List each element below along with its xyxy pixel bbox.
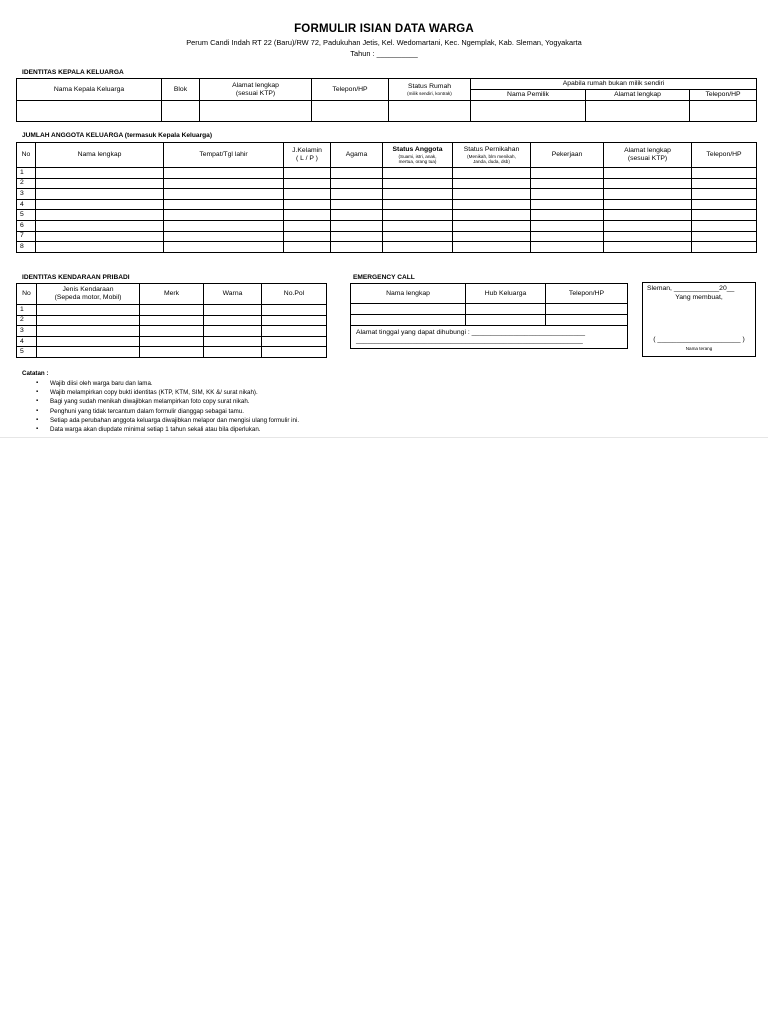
col-head-address	[200, 79, 312, 101]
vehicles-cell[interactable]	[204, 326, 262, 337]
signature-name-line[interactable]: ( ______________________ )	[653, 336, 745, 343]
signature-maker: Yang membuat,	[675, 294, 723, 301]
members-cell[interactable]	[36, 231, 164, 242]
head-of-family-entry-row	[17, 101, 757, 122]
signature-name-caption: Nama terang	[685, 346, 713, 351]
members-cell[interactable]	[284, 231, 331, 242]
members-cell[interactable]	[604, 210, 692, 221]
vehicles-row-number: 5	[17, 347, 37, 358]
col-member-address-line2: (sesuai KTP)	[627, 155, 668, 162]
members-row-number: 5	[17, 210, 36, 221]
members-cell[interactable]	[692, 178, 757, 189]
section-head-of-family-title: IDENTITAS KEPALA KELUARGA	[22, 69, 124, 76]
members-cell[interactable]	[531, 199, 604, 210]
members-row	[17, 168, 757, 179]
members-cell[interactable]	[284, 220, 331, 231]
col-vehicle-plate: No.Pol	[262, 284, 327, 305]
notes-list	[22, 379, 299, 434]
members-cell[interactable]	[692, 168, 757, 179]
note-item: ▪ Setiap ada perubahan anggota keluarga diwajibkan melapor dan mengisi ulang formulir ini.	[50, 416, 299, 425]
form-title: FORMULIR ISIAN DATA WARGA	[294, 23, 474, 35]
members-cell[interactable]	[604, 189, 692, 200]
members-cell[interactable]	[692, 231, 757, 242]
form-subtitle: Perum Candi Indah RT 22 (Baru)/RW 72, Padukuhan Jetis, Kel. Wedomartani, Kec. Ngemplak, Kab. Sleman, Yogyakarta	[186, 38, 582, 47]
signature-place-date: Sleman, ____________20__	[647, 285, 735, 292]
members-cell[interactable]	[331, 168, 383, 179]
members-table	[16, 142, 757, 253]
vehicles-row	[17, 336, 327, 347]
emergency-header-row	[351, 284, 628, 304]
col-member-gender-line1: J.Kelamin	[292, 147, 322, 154]
members-cell[interactable]	[164, 189, 284, 200]
vehicles-row-number: 4	[17, 336, 37, 347]
members-cell[interactable]	[383, 178, 453, 189]
vehicles-row-number: 1	[17, 305, 37, 316]
vehicles-cell[interactable]	[140, 315, 204, 326]
col-member-no: No	[17, 143, 36, 168]
members-cell[interactable]	[604, 242, 692, 253]
members-row-number: 2	[17, 178, 36, 189]
members-cell[interactable]	[692, 242, 757, 253]
members-header-row	[17, 143, 757, 168]
members-cell[interactable]	[331, 220, 383, 231]
field-owner-phone[interactable]	[690, 101, 757, 122]
note-item: ▪ Bagi yang sudah menikah diwajibkan melampirkan foto copy surat nikah.	[50, 397, 299, 406]
section-vehicles-title: IDENTITAS KENDARAAN PRIBADI	[22, 274, 130, 281]
col-member-status-note1: (Suami, istri, anak,	[398, 154, 437, 159]
head-of-family-table	[16, 78, 757, 122]
vehicles-row	[17, 347, 327, 358]
vehicles-cell[interactable]	[204, 336, 262, 347]
members-row	[17, 210, 757, 221]
note-item: ▪ Data warga akan diupdate minimal setiap 1 tahun sekali atau bila diperlukan.	[50, 425, 299, 434]
members-cell[interactable]	[284, 210, 331, 221]
col-member-birth: Tempat/Tgl lahir	[164, 143, 284, 168]
members-row	[17, 242, 757, 253]
members-rows	[17, 168, 757, 253]
members-cell[interactable]	[604, 168, 692, 179]
members-cell[interactable]	[531, 178, 604, 189]
members-cell[interactable]	[531, 168, 604, 179]
vehicles-row	[17, 315, 327, 326]
vehicles-cell[interactable]	[204, 347, 262, 358]
col-member-address	[604, 143, 692, 168]
vehicles-cell[interactable]	[37, 326, 140, 337]
emergency-address-line2: ____________________________________________________________	[356, 337, 583, 344]
signature-box	[642, 282, 756, 357]
col-head-phone: Telepon/HP	[312, 79, 389, 101]
vehicles-cell[interactable]	[37, 305, 140, 316]
note-item: ▪ Penghuni yang tidak tercantum dalam formulir dianggap sebagai tamu.	[50, 407, 299, 416]
col-owner-address: Alamat lengkap	[586, 90, 690, 101]
members-cell[interactable]	[531, 242, 604, 253]
col-head-address-line1: Alamat lengkap	[232, 81, 279, 89]
members-cell[interactable]	[453, 199, 531, 210]
field-head-phone[interactable]	[312, 101, 389, 122]
members-cell[interactable]	[164, 168, 284, 179]
members-cell[interactable]	[383, 168, 453, 179]
col-member-marital	[453, 143, 531, 168]
emergency-entry-row	[351, 315, 628, 326]
members-cell[interactable]	[284, 178, 331, 189]
col-member-address-line1: Alamat lengkap	[624, 147, 671, 154]
field-owner-name[interactable]	[471, 101, 586, 122]
members-cell[interactable]	[383, 220, 453, 231]
members-cell[interactable]	[383, 242, 453, 253]
members-row-number: 6	[17, 220, 36, 231]
members-cell[interactable]	[383, 199, 453, 210]
field-emergency-address[interactable]	[351, 326, 628, 349]
members-cell[interactable]	[331, 178, 383, 189]
col-owner-phone: Telepon/HP	[690, 90, 757, 101]
members-row	[17, 199, 757, 210]
col-member-fullname: Nama lengkap	[36, 143, 164, 168]
field-head-address[interactable]	[200, 101, 312, 122]
members-cell[interactable]	[164, 220, 284, 231]
members-cell[interactable]	[331, 189, 383, 200]
members-cell[interactable]	[383, 189, 453, 200]
field-head-block[interactable]	[162, 101, 200, 122]
field-emergency-name-1[interactable]	[351, 304, 466, 315]
members-cell[interactable]	[453, 231, 531, 242]
members-cell[interactable]	[531, 231, 604, 242]
col-member-status	[383, 143, 453, 168]
col-house-status-note: (milik sendiri, kontrak)	[407, 91, 452, 96]
emergency-entry-row	[351, 304, 628, 315]
members-cell[interactable]	[604, 178, 692, 189]
field-emergency-phone-1[interactable]	[546, 304, 628, 315]
vehicles-row	[17, 326, 327, 337]
members-cell[interactable]	[692, 220, 757, 231]
col-member-religion: Agama	[331, 143, 383, 168]
members-cell[interactable]	[453, 210, 531, 221]
members-cell[interactable]	[453, 168, 531, 179]
members-cell[interactable]	[284, 242, 331, 253]
members-cell[interactable]	[36, 199, 164, 210]
vehicles-row-number: 2	[17, 315, 37, 326]
members-row	[17, 220, 757, 231]
members-cell[interactable]	[164, 210, 284, 221]
members-cell[interactable]	[531, 220, 604, 231]
field-head-name[interactable]	[17, 101, 162, 122]
col-member-marital-label: Status Pernikahan	[463, 146, 520, 153]
members-row	[17, 231, 757, 242]
members-row-number: 3	[17, 189, 36, 200]
vehicles-table	[16, 283, 327, 358]
members-cell[interactable]	[284, 199, 331, 210]
col-house-status	[389, 79, 471, 101]
members-cell[interactable]	[36, 220, 164, 231]
col-member-marital-note2: Janda, duda, dsb)	[473, 159, 510, 164]
members-cell[interactable]	[692, 199, 757, 210]
members-cell[interactable]	[531, 189, 604, 200]
members-cell[interactable]	[331, 199, 383, 210]
members-cell[interactable]	[453, 178, 531, 189]
col-head-address-line2: (sesuai KTP)	[235, 89, 276, 97]
members-cell[interactable]	[36, 242, 164, 253]
vehicles-cell[interactable]	[262, 315, 327, 326]
vehicles-cell[interactable]	[204, 305, 262, 316]
vehicles-cell[interactable]	[37, 315, 140, 326]
members-row-number: 7	[17, 231, 36, 242]
members-cell[interactable]	[531, 210, 604, 221]
vehicles-cell[interactable]	[262, 326, 327, 337]
col-house-status-label: Status Rumah	[407, 83, 452, 90]
col-vehicle-brand: Merk	[140, 284, 204, 305]
vehicles-rows	[17, 305, 327, 358]
members-cell[interactable]	[164, 231, 284, 242]
field-emergency-name-2[interactable]	[351, 315, 466, 326]
emergency-address-row	[351, 326, 628, 349]
vehicles-cell[interactable]	[262, 347, 327, 358]
vehicles-cell[interactable]	[140, 336, 204, 347]
emergency-address-line1: Alamat tinggal yang dapat dihubungi : ______________________________	[356, 329, 586, 336]
col-head-block: Blok	[162, 79, 200, 101]
col-vehicle-no: No	[17, 284, 37, 305]
members-row	[17, 189, 757, 200]
members-cell[interactable]	[164, 178, 284, 189]
vehicles-cell[interactable]	[262, 305, 327, 316]
members-cell[interactable]	[453, 220, 531, 231]
vehicles-cell[interactable]	[37, 347, 140, 358]
members-cell[interactable]	[383, 210, 453, 221]
vehicles-header-row	[17, 284, 327, 305]
col-member-gender	[284, 143, 331, 168]
members-cell[interactable]	[604, 231, 692, 242]
col-emergency-phone: Telepon/HP	[546, 284, 628, 304]
vehicles-cell[interactable]	[204, 315, 262, 326]
col-vehicle-type-line1: Jenis Kendaraan	[62, 286, 114, 293]
members-cell[interactable]	[331, 231, 383, 242]
section-emergency-title: EMERGENCY CALL	[353, 274, 415, 281]
members-cell[interactable]	[36, 178, 164, 189]
page-bottom-edge	[0, 437, 768, 438]
col-member-marital-note1: (Menikah, blm menikah,	[467, 154, 516, 159]
note-item: ▪ Wajib melampirkan copy bukti identitas (KTP, KTM, SIM, KK &/ surat nikah).	[50, 388, 299, 397]
members-cell[interactable]	[604, 220, 692, 231]
members-cell[interactable]	[453, 242, 531, 253]
members-cell[interactable]	[604, 199, 692, 210]
members-cell[interactable]	[36, 168, 164, 179]
members-cell[interactable]	[692, 189, 757, 200]
field-emergency-relation-2[interactable]	[466, 315, 546, 326]
field-house-status[interactable]	[389, 101, 471, 122]
members-cell[interactable]	[284, 168, 331, 179]
col-vehicle-type	[37, 284, 140, 305]
members-cell[interactable]	[36, 210, 164, 221]
notes-title: Catatan :	[22, 370, 49, 377]
members-row-number: 4	[17, 199, 36, 210]
field-emergency-phone-2[interactable]	[546, 315, 628, 326]
members-cell[interactable]	[164, 199, 284, 210]
col-emergency-fullname: Nama lengkap	[351, 284, 466, 304]
members-cell[interactable]	[36, 189, 164, 200]
vehicles-row-number: 3	[17, 326, 37, 337]
vehicles-cell[interactable]	[140, 326, 204, 337]
members-cell[interactable]	[284, 189, 331, 200]
vehicles-cell[interactable]	[140, 347, 204, 358]
vehicles-cell[interactable]	[37, 336, 140, 347]
col-emergency-relation: Hub Keluarga	[466, 284, 546, 304]
members-row-number: 1	[17, 168, 36, 179]
emergency-table	[350, 283, 628, 349]
members-cell[interactable]	[331, 242, 383, 253]
members-cell[interactable]	[331, 210, 383, 221]
vehicles-cell[interactable]	[262, 336, 327, 347]
col-vehicle-color: Warna	[204, 284, 262, 305]
field-emergency-relation-1[interactable]	[466, 304, 546, 315]
members-row	[17, 178, 757, 189]
field-owner-address[interactable]	[586, 101, 690, 122]
col-member-job: Pekerjaan	[531, 143, 604, 168]
members-row-number: 8	[17, 242, 36, 253]
col-member-phone: Telepon/HP	[692, 143, 757, 168]
members-cell[interactable]	[692, 210, 757, 221]
col-member-gender-line2: ( L / P )	[296, 155, 318, 162]
form-year: Tahun : __________	[350, 49, 418, 58]
notes	[22, 370, 299, 434]
note-item: ▪ Wajib diisi oleh warga baru dan lama.	[50, 379, 299, 388]
col-member-status-note2: mertua, orang tua)	[398, 159, 437, 164]
col-head-name: Nama Kepala Keluarga	[17, 79, 162, 101]
col-vehicle-type-line2: (Sepeda motor, Mobil)	[54, 294, 122, 301]
vehicles-row	[17, 305, 327, 316]
col-member-status-label: Status Anggota	[392, 146, 443, 153]
members-cell[interactable]	[383, 231, 453, 242]
members-cell[interactable]	[453, 189, 531, 200]
col-owner-name: Nama Pemilik	[471, 90, 586, 101]
section-members-title: JUMLAH ANGGOTA KELUARGA (termasuk Kepala Keluarga)	[22, 132, 213, 139]
members-cell[interactable]	[164, 242, 284, 253]
vehicles-cell[interactable]	[140, 305, 204, 316]
group-not-owned: Apabila rumah bukan milik sendiri	[471, 79, 757, 90]
